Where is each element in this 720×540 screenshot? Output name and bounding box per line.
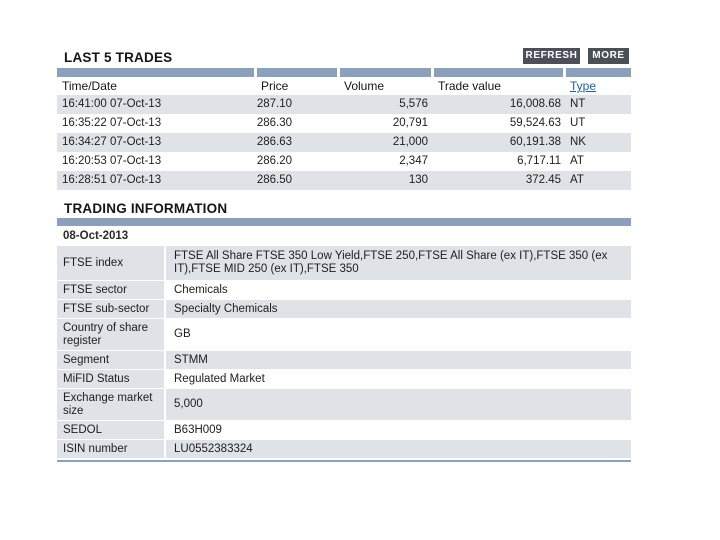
trade-time: 16:28:51 — [62, 174, 107, 186]
trade-date: 07-Oct-13 — [109, 117, 162, 129]
trade-volume: 130 — [408, 174, 428, 186]
info-label: FTSE sector — [57, 281, 164, 299]
info-label: ISIN number — [57, 440, 164, 458]
trade-type: NK — [570, 136, 586, 148]
more-button[interactable]: MORE — [588, 48, 629, 64]
col-header-trade-value: Trade value — [438, 79, 501, 93]
info-label: SEDOL — [57, 421, 164, 439]
info-section-title: TRADING INFORMATION — [64, 201, 228, 216]
info-value: LU0552383324 — [166, 440, 631, 458]
trade-time-date — [62, 136, 161, 148]
trade-row — [57, 152, 631, 171]
trade-time-date — [62, 155, 161, 167]
trade-time-date — [62, 98, 161, 110]
info-row-ftse-sub-sector — [57, 300, 631, 319]
info-date: 08-Oct-2013 — [63, 230, 129, 242]
refresh-button[interactable]: REFRESH — [523, 48, 580, 64]
header-bar-value — [434, 68, 563, 77]
info-label: FTSE sub-sector — [57, 300, 164, 318]
info-label: MiFID Status — [57, 370, 164, 388]
trade-value: 16,008.68 — [509, 98, 561, 110]
trade-volume: 21,000 — [392, 136, 428, 148]
header-bar-type — [566, 68, 631, 77]
info-row-ftse-index — [57, 246, 631, 281]
trade-price: 286.20 — [256, 155, 292, 167]
info-label: Segment — [57, 351, 164, 369]
info-row-exchange-market-size — [57, 389, 631, 421]
header-bar-price — [257, 68, 337, 77]
trade-date: 07-Oct-13 — [109, 155, 162, 167]
info-table — [57, 246, 631, 459]
info-value: 5,000 — [166, 389, 631, 420]
trade-type: AT — [570, 174, 584, 186]
info-value: B63H009 — [174, 423, 222, 436]
header-bar-volume — [340, 68, 431, 77]
trade-price: 287.10 — [256, 98, 292, 110]
trade-value: 6,717.11 — [517, 155, 561, 167]
info-row-country-register — [57, 319, 631, 351]
trade-date: 07-Oct-13 — [109, 174, 162, 186]
trade-type: UT — [570, 117, 586, 129]
col-header-time-date: Time/Date — [62, 79, 117, 93]
info-label: Country of share register — [57, 319, 164, 350]
trade-time-date — [62, 174, 161, 186]
trade-time: 16:35:22 — [62, 117, 107, 129]
trade-price: 286.63 — [256, 136, 292, 148]
trade-time: 16:34:27 — [62, 136, 107, 148]
info-value: FTSE All Share FTSE 350 Low Yield,FTSE 250,FTSE All Share (ex IT),FTSE 350 (ex IT),FTSE MID 250 (ex IT),FTSE 350 — [166, 246, 631, 280]
trade-volume: 2,347 — [399, 155, 428, 167]
trade-date: 07-Oct-13 — [109, 98, 162, 110]
info-row-isin-number — [57, 440, 631, 459]
trade-value: 59,524.63 — [509, 117, 561, 129]
trade-time-date — [62, 117, 161, 129]
info-value: STMM — [166, 351, 631, 369]
trade-price: 286.30 — [256, 117, 292, 129]
info-label: Exchange market size — [57, 389, 164, 420]
trades-table — [57, 95, 631, 190]
trade-value: 60,191.38 — [509, 136, 561, 148]
info-bottom-rule — [57, 460, 631, 462]
info-row-segment — [57, 351, 631, 370]
trade-row — [57, 95, 631, 114]
trade-price: 286.50 — [256, 174, 292, 186]
trade-type: NT — [570, 98, 586, 110]
info-value: Regulated Market — [174, 372, 265, 385]
info-row-ftse-sector — [57, 281, 631, 300]
info-label: FTSE index — [57, 246, 164, 280]
trades-section-title: LAST 5 TRADES — [64, 50, 173, 65]
info-row-sedol — [57, 421, 631, 440]
info-value: Specialty Chemicals — [166, 300, 631, 318]
col-header-type-link[interactable]: Type — [570, 79, 597, 93]
trade-date: 07-Oct-13 — [109, 136, 162, 148]
trade-volume: 5,576 — [399, 98, 428, 110]
col-header-price: Price — [261, 79, 289, 93]
trade-row — [57, 171, 631, 190]
trade-time: 16:20:53 — [62, 155, 107, 167]
info-header-bar — [57, 218, 631, 226]
info-value: GB — [174, 328, 191, 340]
header-bar-time — [57, 68, 254, 77]
trade-volume: 20,791 — [392, 117, 428, 129]
trade-row — [57, 114, 631, 133]
trade-time: 16:41:00 — [62, 98, 107, 110]
info-row-mifid-status — [57, 370, 631, 389]
trade-value: 372.45 — [525, 174, 561, 186]
col-header-volume: Volume — [344, 79, 385, 93]
info-value: Chemicals — [174, 283, 228, 296]
trade-row — [57, 133, 631, 152]
trade-type: AT — [570, 155, 584, 167]
